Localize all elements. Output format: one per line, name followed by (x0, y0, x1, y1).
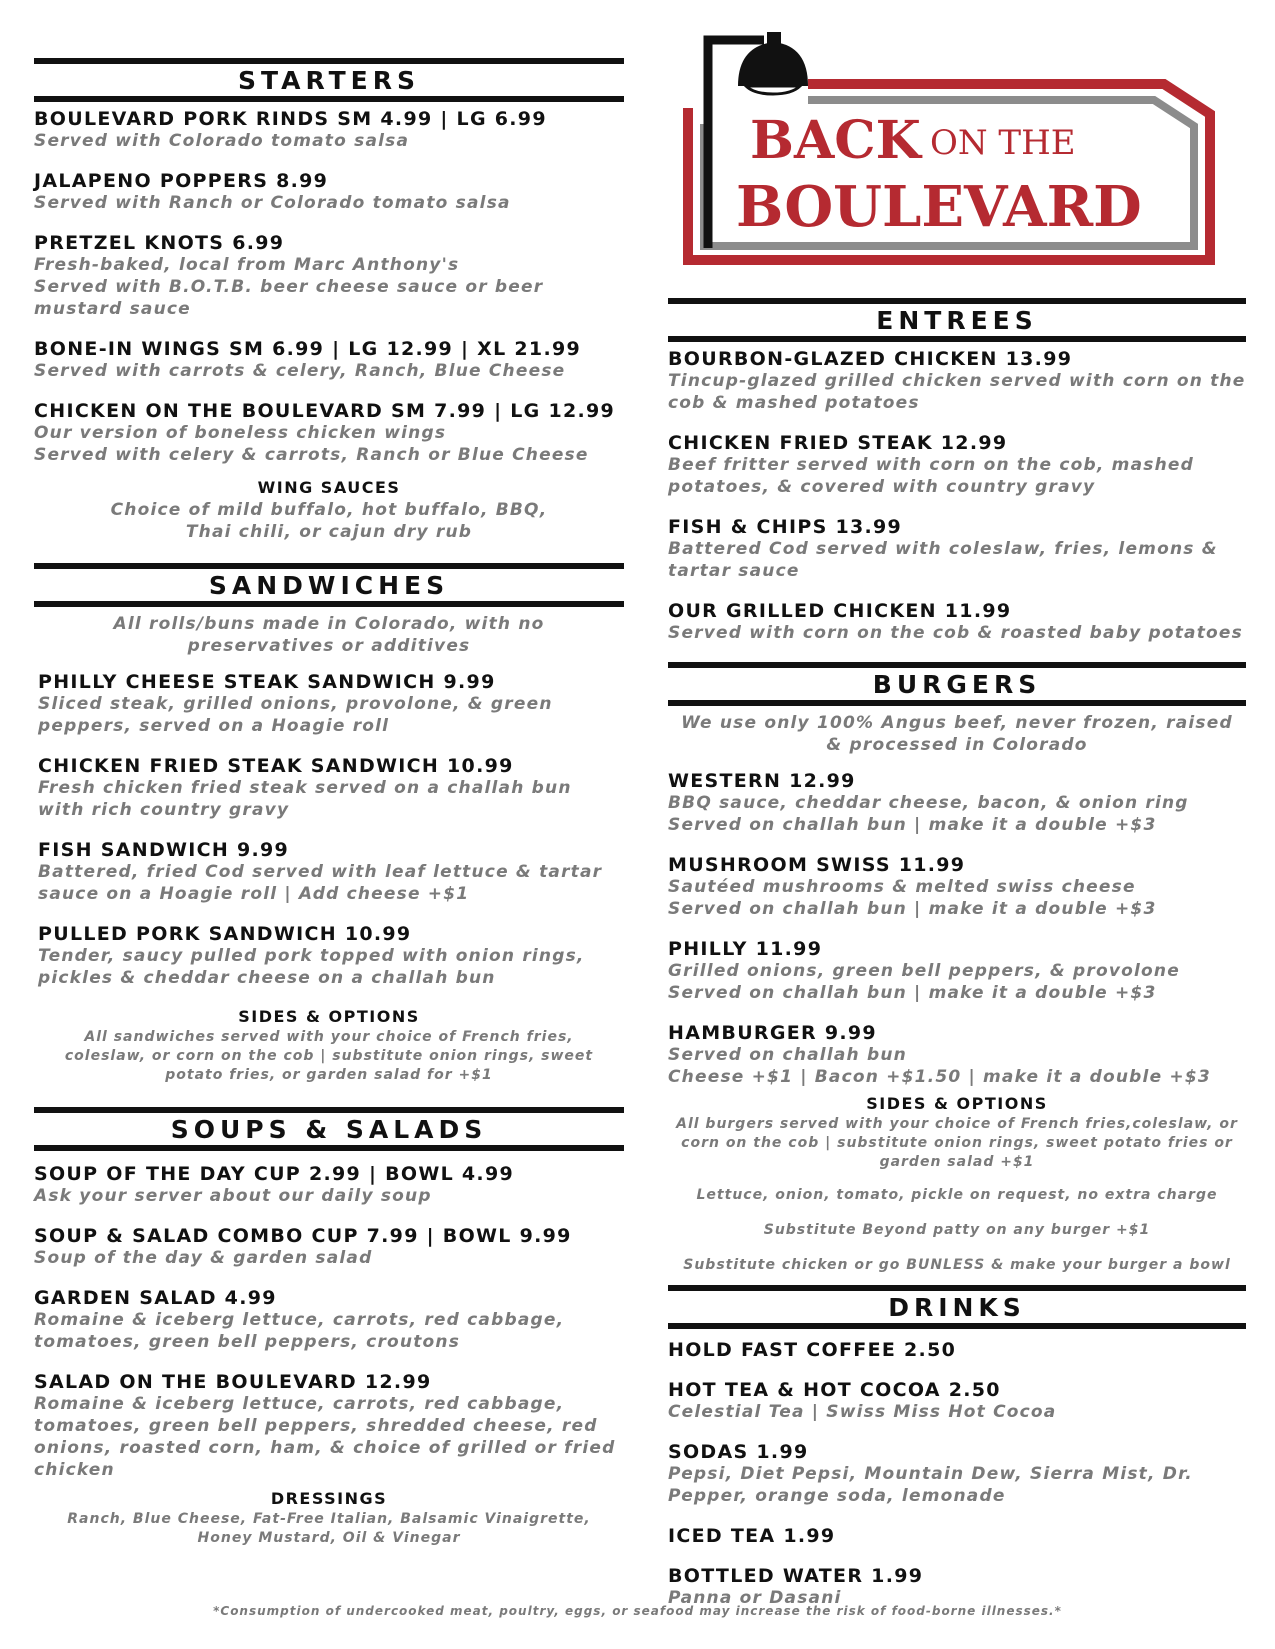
section-title: BURGERS (872, 670, 1042, 699)
menu-item-description: Battered Cod served with coleslaw, fries, lemons & tartar sauce (668, 539, 1218, 581)
burger-note: Substitute Beyond patty on any burger +$1 (763, 1222, 1151, 1238)
menu-item (668, 600, 1246, 644)
menu-item-description: Grilled onions, green bell peppers, & provolone Served on challah bun | make it a double +$3 (668, 961, 1180, 1003)
menu-item-name: WESTERN 12.99 (668, 770, 856, 792)
menu-item-name: JALAPENO POPPERS 8.99 (34, 170, 329, 192)
menu-item-name: HOT TEA & HOT COCOA 2.50 (668, 1379, 1001, 1401)
menu-item (38, 755, 624, 821)
menu-item-description: Sautéed mushrooms & melted swiss cheese Served on challah bun | make it a double +$3 (668, 877, 1157, 919)
menu-item-description: Sliced steak, grilled onions, provolone, & green peppers, served on a Hoagie roll (38, 694, 553, 736)
sandwiches-header (34, 563, 624, 607)
menu-item-name: GARDEN SALAD 4.99 (34, 1287, 277, 1309)
divider (34, 58, 624, 64)
wing-sauces-title: WING SAUCES (257, 478, 401, 497)
soups-list (34, 1163, 624, 1481)
sandwiches-intro: All rolls/buns made in Colorado, with no preservatives or additives (113, 614, 545, 656)
drinks-header (668, 1285, 1246, 1329)
sandwiches-list (34, 671, 624, 989)
menu-item-description: Pepsi, Diet Pepsi, Mountain Dew, Sierra Mist, Dr. Pepper, orange soda, lemonade (668, 1464, 1193, 1506)
menu-item-description: Ask your server about our daily soup (34, 1186, 432, 1206)
menu-item (668, 516, 1246, 582)
menu-item (34, 170, 624, 214)
divider (668, 1323, 1246, 1329)
burgers-header (668, 662, 1246, 706)
starters-list (34, 108, 624, 466)
starters-header (34, 58, 624, 102)
divider (668, 1285, 1246, 1291)
menu-item-name: CHICKEN ON THE BOULEVARD SM 7.99 | LG 12.99 (34, 400, 616, 422)
logo (668, 28, 1246, 278)
menu-item (668, 938, 1246, 1004)
menu-item-name: HAMBURGER 9.99 (668, 1022, 877, 1044)
burger-note: Substitute chicken or go BUNLESS & make your burger a bowl (683, 1257, 1231, 1273)
menu-item-description: BBQ sauce, cheddar cheese, bacon, & onion ring Served on challah bun | make it a double +$3 (668, 793, 1189, 835)
menu-item-name: ICED TEA 1.99 (668, 1525, 836, 1547)
menu-item-name: SOUP OF THE DAY CUP 2.99 | BOWL 4.99 (34, 1163, 514, 1185)
logo-on-the: ON THE (930, 123, 1076, 163)
footer-disclaimer: *Consumption of undercooked meat, poultry, eggs, or seafood may increase the risk of food-borne illnesses.* (213, 1604, 1062, 1618)
divider (668, 336, 1246, 342)
sandwich-sides-title: SIDES & OPTIONS (238, 1007, 420, 1026)
divider (668, 662, 1246, 668)
dressings-title: DRESSINGS (270, 1489, 388, 1508)
menu-item-name: CHICKEN FRIED STEAK SANDWICH 10.99 (38, 755, 514, 777)
menu-item-name: BOURBON-GLAZED CHICKEN 13.99 (668, 348, 1073, 370)
menu-item-description: Panna or Dasani (668, 1588, 842, 1608)
menu-item (34, 1371, 624, 1481)
menu-item-name: BONE-IN WINGS SM 6.99 | LG 12.99 | XL 21.99 (34, 338, 582, 360)
burger-sides-text: All burgers served with your choice of French fries,coleslaw, or corn on the cob | substitute onion rings, sweet potato fries or garden salad +$1 (676, 1116, 1238, 1170)
menu-item (668, 1339, 1246, 1361)
menu-item-description: Served with Colorado tomato salsa (34, 131, 410, 151)
menu-item-name: SODAS 1.99 (668, 1441, 809, 1463)
menu-item-name: BOULEVARD PORK RINDS SM 4.99 | LG 6.99 (34, 108, 547, 130)
menu-item (668, 1441, 1246, 1507)
menu-item-description: Fresh-baked, local from Marc Anthony's Served with B.O.T.B. beer cheese sauce or beer mustard sauce (34, 255, 544, 319)
dressings-text: Ranch, Blue Cheese, Fat-Free Italian, Balsamic Vinaigrette, Honey Mustard, Oil & Vinegar (67, 1511, 591, 1546)
menu-item (34, 1225, 624, 1269)
entrees-list (668, 348, 1246, 644)
menu-item (668, 348, 1246, 414)
menu-item (38, 923, 624, 989)
logo-boulevard: BOULEVARD (736, 174, 1142, 240)
menu-item (38, 839, 624, 905)
menu-item (668, 432, 1246, 498)
menu-item-description: Served with carrots & celery, Ranch, Blue Cheese (34, 361, 566, 381)
menu-item (34, 400, 624, 466)
menu-item-description: Served with corn on the cob & roasted baby potatoes (668, 623, 1243, 643)
menu-item (34, 338, 624, 382)
menu-item-description: Tincup-glazed grilled chicken served with corn on the cob & mashed potatoes (668, 371, 1246, 413)
divider (34, 601, 624, 607)
entrees-header (668, 298, 1246, 342)
menu-item (34, 1287, 624, 1353)
section-title: STARTERS (238, 66, 420, 95)
menu-item-name: SALAD ON THE BOULEVARD 12.99 (34, 1371, 432, 1393)
menu-item (34, 232, 624, 320)
menu-item (668, 770, 1246, 836)
menu-item-name: PHILLY CHEESE STEAK SANDWICH 9.99 (38, 671, 496, 693)
section-title: DRINKS (888, 1293, 1026, 1322)
divider (34, 1145, 624, 1151)
sandwich-sides-text: All sandwiches served with your choice of French fries, coleslaw, or corn on the cob | substitute onion rings, sweet potato fries, or garden salad for +$1 (64, 1029, 594, 1083)
menu-item-description: Tender, saucy pulled pork topped with onion rings, pickles & cheddar cheese on a challah bun (38, 946, 585, 988)
menu-item-description: Romaine & iceberg lettuce, carrots, red cabbage, tomatoes, green bell peppers, shredded cheese, red onions, roasted corn, ham, & choice of grilled or fried chicken (34, 1394, 616, 1480)
menu-item-name: CHICKEN FRIED STEAK 12.99 (668, 432, 1008, 454)
section-title: SANDWICHES (208, 571, 450, 600)
menu-item (34, 108, 624, 152)
menu-item-description: Romaine & iceberg lettuce, carrots, red cabbage, tomatoes, green bell peppers, croutons (34, 1310, 565, 1352)
section-title: SOUPS & SALADS (170, 1115, 488, 1144)
menu-item-description: Served with Ranch or Colorado tomato salsa (34, 193, 511, 213)
section-title: ENTREES (876, 306, 1038, 335)
menu-item (34, 1163, 624, 1207)
menu-item (668, 854, 1246, 920)
menu-item-description: Celestial Tea | Swiss Miss Hot Cocoa (668, 1402, 1057, 1422)
menu-item (668, 1379, 1246, 1423)
menu-item-name: PRETZEL KNOTS 6.99 (34, 232, 285, 254)
divider (668, 700, 1246, 706)
menu-item-name: PULLED PORK SANDWICH 10.99 (38, 923, 412, 945)
divider (34, 563, 624, 569)
wing-sauces-text: Choice of mild buffalo, hot buffalo, BBQ, Thai chili, or cajun dry rub (110, 500, 548, 542)
menu-item-name: HOLD FAST COFFEE 2.50 (668, 1339, 957, 1361)
menu-item-description: Battered, fried Cod served with leaf lettuce & tartar sauce on a Hoagie roll | Add cheese +$1 (38, 862, 603, 904)
burger-note: Lettuce, onion, tomato, pickle on request, no extra charge (696, 1187, 1218, 1203)
burger-sides-title: SIDES & OPTIONS (866, 1094, 1048, 1113)
menu-item-name: FISH SANDWICH 9.99 (38, 839, 290, 861)
menu-item-name: BOTTLED WATER 1.99 (668, 1565, 924, 1587)
menu-item (668, 1525, 1246, 1547)
menu-item-description: Beef fritter served with corn on the cob, mashed potatoes, & covered with country gravy (668, 455, 1194, 497)
menu-item-description: Soup of the day & garden salad (34, 1248, 373, 1268)
menu-item-description: Our version of boneless chicken wings Served with celery & carrots, Ranch or Blue Cheese (34, 423, 589, 465)
divider (34, 96, 624, 102)
menu-item (668, 1022, 1246, 1088)
menu-item-name: MUSHROOM SWISS 11.99 (668, 854, 966, 876)
menu-item-name: PHILLY 11.99 (668, 938, 823, 960)
logo-back: BACK (750, 110, 921, 171)
burgers-list (668, 770, 1246, 1088)
menu-item-name: OUR GRILLED CHICKEN 11.99 (668, 600, 1012, 622)
menu-item-name: SOUP & SALAD COMBO CUP 7.99 | BOWL 9.99 (34, 1225, 572, 1247)
menu-item (668, 1565, 1246, 1609)
menu-item-name: FISH & CHIPS 13.99 (668, 516, 903, 538)
divider (668, 298, 1246, 304)
burgers-intro: We use only 100% Angus beef, never frozen, raised & processed in Colorado (681, 713, 1233, 755)
right-column (668, 28, 1246, 1627)
menu-item-description: Fresh chicken fried steak served on a challah bun with rich country gravy (38, 778, 572, 820)
menu-item (38, 671, 624, 737)
soups-header (34, 1107, 624, 1151)
drinks-list (668, 1339, 1246, 1609)
left-column (34, 58, 624, 1564)
menu-item-description: Served on challah bun Cheese +$1 | Bacon +$1.50 | make it a double +$3 (668, 1045, 1211, 1087)
divider (34, 1107, 624, 1113)
